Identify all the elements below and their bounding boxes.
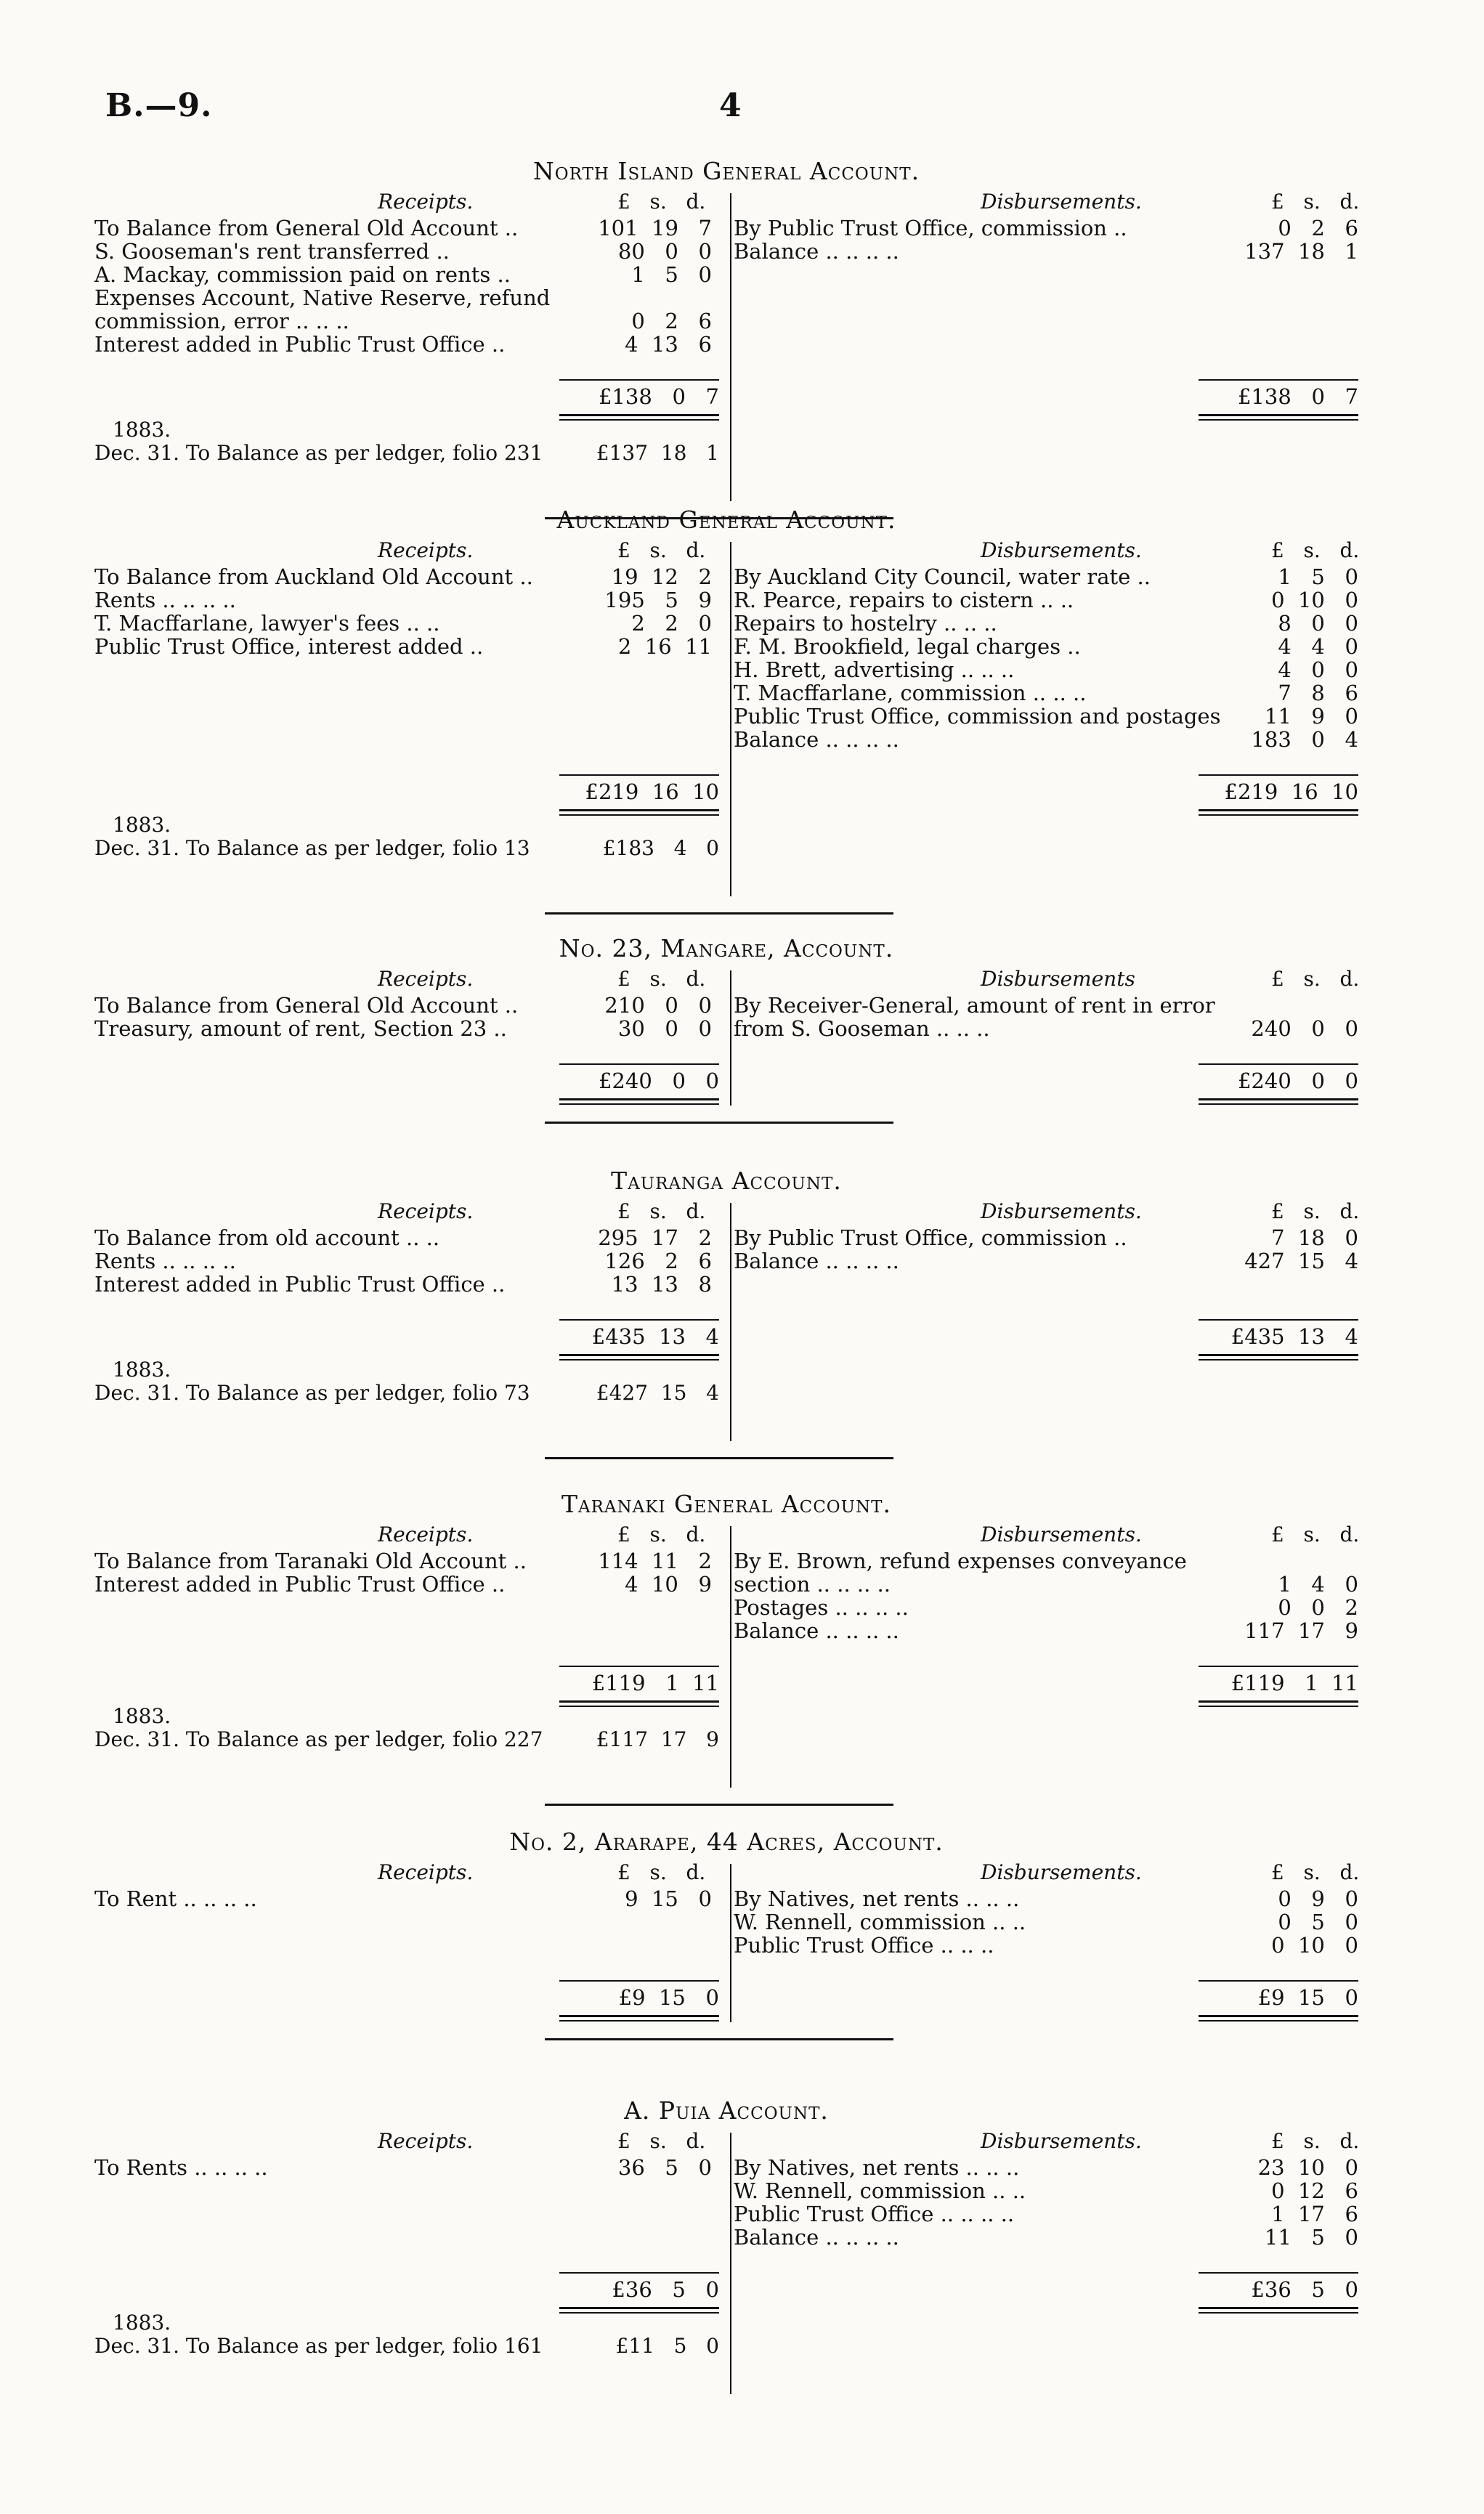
total-rule bbox=[1199, 1980, 1358, 1982]
disbursement-row bbox=[734, 705, 1358, 728]
section-divider bbox=[545, 2038, 893, 2040]
total-double-rule bbox=[1199, 1706, 1358, 1707]
disbursements-header: Disbursements. bbox=[981, 1860, 1142, 1884]
entry-description: Treasury, amount of rent, Section 23 .. bbox=[94, 1016, 507, 1041]
receipts-total: £119 1 11 bbox=[591, 1671, 719, 1695]
receipt-row bbox=[94, 216, 719, 240]
total-rule bbox=[1199, 774, 1358, 776]
disbursement-row bbox=[734, 240, 1358, 263]
receipt-row bbox=[94, 635, 719, 658]
currency-column-heads: £ s. d. bbox=[1271, 1522, 1360, 1546]
entry-description: Public Trust Office, commission and postages bbox=[734, 704, 1221, 729]
receipt-row bbox=[94, 309, 719, 333]
disbursement-row bbox=[734, 1249, 1358, 1273]
entry-description: T. Macffarlane, commission .. .. .. bbox=[734, 681, 1087, 705]
entry-description: Balance .. .. .. .. bbox=[734, 727, 899, 752]
disbursement-row bbox=[734, 1619, 1358, 1642]
total-double-rule bbox=[1199, 2020, 1358, 2022]
total-double-rule bbox=[559, 414, 719, 416]
currency-column-heads: £ s. d. bbox=[1271, 967, 1360, 991]
column-separator bbox=[730, 542, 731, 896]
entry-amount: 7 18 0 bbox=[1271, 1225, 1358, 1250]
entry-amount: 2 2 0 bbox=[631, 611, 712, 636]
disbursements-total: £9 15 0 bbox=[1257, 1985, 1358, 2010]
entry-description: S. Gooseman's rent transferred .. bbox=[94, 239, 450, 264]
disbursement-row bbox=[734, 681, 1358, 705]
section-divider bbox=[545, 1457, 893, 1459]
total-double-rule bbox=[1199, 2312, 1358, 2314]
receipts-total: £9 15 0 bbox=[618, 1985, 719, 2010]
entry-description: Balance .. .. .. .. bbox=[734, 239, 899, 264]
balance-amount: £11 5 0 bbox=[615, 2334, 719, 2358]
entry-description: By Receiver-General, amount of rent in error bbox=[734, 993, 1215, 1018]
account-section bbox=[94, 1169, 1358, 1441]
disbursements-total: £435 13 4 bbox=[1230, 1324, 1358, 1349]
entry-description: By Natives, net rents .. .. .. bbox=[734, 1886, 1020, 1911]
entry-description: Public Trust Office .. .. .. .. bbox=[734, 2202, 1015, 2226]
entry-description: By Auckland City Council, water rate .. bbox=[734, 564, 1151, 589]
entry-description: By Public Trust Office, commission .. bbox=[734, 1225, 1127, 1250]
total-double-rule bbox=[559, 1706, 719, 1707]
disbursement-row bbox=[734, 1596, 1358, 1619]
currency-column-heads: £ s. d. bbox=[617, 1522, 706, 1546]
entry-description: R. Pearce, repairs to cistern .. .. bbox=[734, 588, 1074, 612]
balance-description: Dec. 31. To Balance as per ledger, folio 161 bbox=[94, 2334, 543, 2358]
receipt-row bbox=[94, 1249, 719, 1273]
entry-amount: 0 10 0 bbox=[1271, 588, 1358, 612]
page-number: 4 bbox=[719, 87, 742, 124]
balance-description: Dec. 31. To Balance as per ledger, folio 73 bbox=[94, 1381, 530, 1405]
balance-amount: £137 18 1 bbox=[596, 441, 719, 465]
currency-column-heads: £ s. d. bbox=[1271, 538, 1360, 562]
disbursements-total: £219 16 10 bbox=[1224, 779, 1358, 804]
disbursement-row bbox=[734, 588, 1358, 612]
entry-description: commission, error .. .. .. bbox=[94, 309, 349, 333]
column-separator bbox=[730, 2133, 731, 2394]
currency-column-heads: £ s. d. bbox=[617, 967, 706, 991]
total-rule bbox=[559, 379, 719, 381]
total-double-rule bbox=[1199, 1103, 1358, 1105]
disbursement-row bbox=[734, 612, 1358, 635]
balance-year: 1883. bbox=[113, 813, 171, 837]
entry-description: By E. Brown, refund expenses conveyance bbox=[734, 1549, 1187, 1573]
currency-column-heads: £ s. d. bbox=[1271, 1199, 1360, 1223]
balance-carried-forward bbox=[94, 1728, 726, 1751]
total-double-rule bbox=[559, 1354, 719, 1356]
total-double-rule bbox=[559, 2015, 719, 2017]
total-double-rule bbox=[1199, 1098, 1358, 1100]
total-rule bbox=[559, 1980, 719, 1982]
disbursement-row bbox=[734, 2156, 1358, 2179]
total-double-rule bbox=[1199, 419, 1358, 421]
balance-amount: £117 17 9 bbox=[596, 1727, 719, 1751]
total-double-rule bbox=[1199, 2307, 1358, 2309]
balance-description: Dec. 31. To Balance as per ledger, folio 227 bbox=[94, 1727, 543, 1751]
account-title: North Island General Account. bbox=[532, 157, 920, 185]
entry-amount: 36 5 0 bbox=[617, 2155, 712, 2180]
disbursement-row bbox=[734, 216, 1358, 240]
entry-description: Postages .. .. .. .. bbox=[734, 1595, 909, 1620]
disbursements-total: £36 5 0 bbox=[1251, 2277, 1358, 2302]
total-rule bbox=[1199, 1319, 1358, 1321]
entry-amount: 126 2 6 bbox=[604, 1249, 712, 1273]
currency-column-heads: £ s. d. bbox=[617, 538, 706, 562]
receipt-row bbox=[94, 612, 719, 635]
disbursements-header: Disbursements. bbox=[981, 2129, 1142, 2153]
balance-year: 1883. bbox=[113, 1358, 171, 1382]
entry-amount: 137 18 1 bbox=[1244, 239, 1358, 264]
balance-carried-forward bbox=[94, 2335, 726, 2358]
entry-amount: 1 17 6 bbox=[1271, 2202, 1358, 2226]
entry-description: Interest added in Public Trust Office .. bbox=[94, 1572, 506, 1597]
total-rule bbox=[559, 2272, 719, 2274]
total-double-rule bbox=[1199, 1354, 1358, 1356]
disbursement-row bbox=[734, 565, 1358, 588]
entry-amount: 0 5 0 bbox=[1278, 1910, 1358, 1934]
entry-amount: 4 10 9 bbox=[625, 1572, 712, 1597]
account-section bbox=[94, 1830, 1358, 2022]
receipt-row bbox=[94, 588, 719, 612]
disbursement-row bbox=[734, 1934, 1358, 1957]
receipt-row bbox=[94, 1887, 719, 1910]
total-double-rule bbox=[559, 419, 719, 421]
disbursement-row bbox=[734, 1017, 1358, 1040]
total-rule bbox=[1199, 379, 1358, 381]
total-double-rule bbox=[1199, 1359, 1358, 1361]
total-double-rule bbox=[1199, 414, 1358, 416]
total-double-rule bbox=[559, 2312, 719, 2314]
total-double-rule bbox=[559, 814, 719, 816]
entry-description: from S. Gooseman .. .. .. bbox=[734, 1016, 990, 1041]
entry-amount: 0 9 0 bbox=[1278, 1886, 1358, 1911]
entry-amount: 11 9 0 bbox=[1264, 704, 1358, 729]
receipt-row bbox=[94, 286, 719, 309]
entry-amount: 4 4 0 bbox=[1278, 634, 1358, 659]
column-separator bbox=[730, 193, 731, 501]
receipts-total: £435 13 4 bbox=[591, 1324, 719, 1349]
receipts-header: Receipts. bbox=[378, 538, 474, 562]
total-rule bbox=[1199, 1063, 1358, 1065]
entry-description: Expenses Account, Native Reserve, refund bbox=[94, 285, 551, 310]
receipts-header: Receipts. bbox=[378, 1860, 474, 1884]
receipt-row bbox=[94, 1573, 719, 1596]
account-title: No. 23, Mangare, Account. bbox=[559, 934, 894, 962]
disbursements-header: Disbursements bbox=[981, 967, 1135, 991]
entry-description: W. Rennell, commission .. .. bbox=[734, 2178, 1026, 2203]
entry-amount: 4 13 6 bbox=[625, 332, 712, 357]
disbursement-row bbox=[734, 658, 1358, 681]
currency-column-heads: £ s. d. bbox=[617, 190, 706, 214]
account-section bbox=[94, 508, 1358, 896]
receipts-total: £36 5 0 bbox=[612, 2277, 719, 2302]
entry-amount: 0 2 6 bbox=[1278, 216, 1358, 240]
balance-description: Dec. 31. To Balance as per ledger, folio 231 bbox=[94, 441, 543, 465]
entry-amount: 2 16 11 bbox=[617, 634, 712, 659]
receipt-row bbox=[94, 333, 719, 356]
entry-amount: 101 19 7 bbox=[598, 216, 712, 240]
entry-description: To Balance from Auckland Old Account .. bbox=[94, 564, 533, 589]
account-title: No. 2, Ararape, 44 Acres, Account. bbox=[509, 1828, 944, 1856]
balance-description: Dec. 31. To Balance as per ledger, folio 13 bbox=[94, 836, 530, 860]
entry-amount: 7 8 6 bbox=[1278, 681, 1358, 705]
currency-column-heads: £ s. d. bbox=[617, 1199, 706, 1223]
receipts-header: Receipts. bbox=[378, 1522, 474, 1546]
entry-description: By Public Trust Office, commission .. bbox=[734, 216, 1127, 240]
total-double-rule bbox=[559, 1098, 719, 1100]
entry-amount: 0 0 2 bbox=[1278, 1595, 1358, 1620]
entry-amount: 0 10 0 bbox=[1271, 1933, 1358, 1958]
entry-description: To Rents .. .. .. .. bbox=[94, 2155, 268, 2180]
account-section bbox=[94, 1490, 1360, 1788]
entry-description: F. M. Brookfield, legal charges .. bbox=[734, 634, 1081, 659]
balance-amount: £427 15 4 bbox=[596, 1381, 719, 1405]
entry-amount: 13 13 8 bbox=[611, 1272, 712, 1297]
balance-amount: £183 4 0 bbox=[602, 836, 719, 860]
balance-year: 1883. bbox=[113, 1704, 171, 1728]
entry-description: To Balance from General Old Account .. bbox=[94, 216, 519, 240]
column-separator bbox=[730, 1526, 731, 1788]
total-rule bbox=[559, 774, 719, 776]
receipts-header: Receipts. bbox=[378, 1199, 474, 1223]
entry-description: T. Macffarlane, lawyer's fees .. .. bbox=[94, 611, 440, 636]
entry-description: Public Trust Office .. .. .. bbox=[734, 1933, 994, 1958]
total-double-rule bbox=[1199, 814, 1358, 816]
entry-amount: 117 17 9 bbox=[1244, 1618, 1358, 1643]
account-section bbox=[94, 2096, 1360, 2394]
entry-description: Interest added in Public Trust Office .. bbox=[94, 1272, 506, 1297]
entry-amount: 23 10 0 bbox=[1257, 2155, 1358, 2180]
entry-amount: 210 0 0 bbox=[604, 993, 712, 1018]
receipts-total: £219 16 10 bbox=[585, 779, 719, 804]
disbursement-row bbox=[734, 1910, 1358, 1934]
disbursement-row bbox=[734, 728, 1358, 751]
total-rule bbox=[559, 1319, 719, 1321]
entry-description: Rents .. .. .. .. bbox=[94, 588, 236, 612]
total-double-rule bbox=[559, 1359, 719, 1361]
entry-description: Rents .. .. .. .. bbox=[94, 1249, 236, 1273]
receipts-header: Receipts. bbox=[378, 190, 474, 214]
entry-description: Public Trust Office, interest added .. bbox=[94, 634, 484, 659]
receipt-row bbox=[94, 565, 719, 588]
balance-year: 1883. bbox=[113, 2311, 171, 2335]
column-separator bbox=[730, 1203, 731, 1441]
disbursements-header: Disbursements. bbox=[981, 538, 1142, 562]
account-section bbox=[94, 934, 1360, 1106]
total-double-rule bbox=[559, 2020, 719, 2022]
receipts-header: Receipts. bbox=[378, 2129, 474, 2153]
currency-column-heads: £ s. d. bbox=[617, 1860, 706, 1884]
entry-amount: 114 11 2 bbox=[598, 1549, 712, 1573]
disbursement-row bbox=[734, 1887, 1358, 1910]
receipt-row bbox=[94, 1017, 719, 1040]
entry-description: W. Rennell, commission .. .. bbox=[734, 1910, 1026, 1934]
entry-description: Balance .. .. .. .. bbox=[734, 1618, 899, 1643]
receipts-total: £138 0 7 bbox=[598, 384, 719, 409]
receipt-row bbox=[94, 994, 719, 1017]
total-double-rule bbox=[559, 1700, 719, 1703]
disbursements-header: Disbursements. bbox=[981, 1199, 1142, 1223]
entry-amount: 11 5 0 bbox=[1264, 2225, 1358, 2250]
entry-amount: 183 0 4 bbox=[1251, 727, 1358, 752]
total-rule bbox=[559, 1666, 719, 1667]
entry-description: To Balance from Taranaki Old Account .. bbox=[94, 1549, 527, 1573]
disbursements-header: Disbursements. bbox=[981, 190, 1142, 214]
disbursement-row bbox=[734, 2202, 1358, 2226]
entry-description: By Natives, net rents .. .. .. bbox=[734, 2155, 1020, 2180]
currency-column-heads: £ s. d. bbox=[1271, 190, 1360, 214]
total-rule bbox=[1199, 1666, 1358, 1667]
entry-amount: 1 5 0 bbox=[631, 262, 712, 287]
receipt-row bbox=[94, 1226, 719, 1249]
disbursement-row bbox=[734, 1573, 1358, 1596]
balance-carried-forward bbox=[94, 442, 726, 465]
entry-description: H. Brett, advertising .. .. .. bbox=[734, 657, 1015, 682]
receipts-total: £240 0 0 bbox=[598, 1069, 719, 1093]
entry-description: To Balance from General Old Account .. bbox=[94, 993, 519, 1018]
entry-amount: 240 0 0 bbox=[1251, 1016, 1358, 1041]
disbursement-row bbox=[734, 2226, 1358, 2249]
entry-amount: 0 2 6 bbox=[631, 309, 712, 333]
document-reference: B.—9. bbox=[105, 87, 213, 124]
disbursement-row bbox=[734, 1226, 1358, 1249]
balance-carried-forward bbox=[94, 837, 726, 860]
total-rule bbox=[1199, 2272, 1358, 2274]
section-divider bbox=[545, 1804, 893, 1806]
entry-description: Interest added in Public Trust Office .. bbox=[94, 332, 506, 357]
account-title: Taranaki General Account. bbox=[561, 1490, 892, 1518]
entry-amount: 8 0 0 bbox=[1278, 611, 1358, 636]
disbursements-total: £138 0 7 bbox=[1237, 384, 1358, 409]
total-double-rule bbox=[559, 2307, 719, 2309]
entry-amount: 4 0 0 bbox=[1278, 657, 1358, 682]
account-section bbox=[94, 157, 1360, 501]
disbursements-total: £240 0 0 bbox=[1237, 1069, 1358, 1093]
currency-column-heads: £ s. d. bbox=[1271, 1860, 1360, 1884]
entry-amount: 30 0 0 bbox=[617, 1016, 712, 1041]
entry-amount: 80 0 0 bbox=[617, 239, 712, 264]
balance-year: 1883. bbox=[113, 418, 171, 442]
entry-amount: 195 5 9 bbox=[604, 588, 712, 612]
disbursement-row bbox=[734, 635, 1358, 658]
currency-column-heads: £ s. d. bbox=[1271, 2129, 1360, 2153]
total-double-rule bbox=[1199, 809, 1358, 811]
entry-description: A. Mackay, commission paid on rents .. bbox=[94, 262, 511, 287]
total-double-rule bbox=[1199, 2015, 1358, 2017]
receipt-row bbox=[94, 2156, 719, 2179]
account-title: A. Puia Account. bbox=[624, 2096, 829, 2125]
total-double-rule bbox=[1199, 1700, 1358, 1703]
section-divider bbox=[545, 912, 893, 915]
currency-column-heads: £ s. d. bbox=[617, 2129, 706, 2153]
section-divider bbox=[545, 1122, 893, 1124]
disbursement-row bbox=[734, 1549, 1358, 1573]
receipt-row bbox=[94, 1273, 719, 1296]
receipt-row bbox=[94, 1549, 719, 1573]
entry-amount: 1 4 0 bbox=[1278, 1572, 1358, 1597]
receipt-row bbox=[94, 263, 719, 286]
entry-amount: 1 5 0 bbox=[1278, 564, 1358, 589]
entry-description: Balance .. .. .. .. bbox=[734, 1249, 899, 1273]
balance-carried-forward bbox=[94, 1382, 726, 1405]
entry-description: To Rent .. .. .. .. bbox=[94, 1886, 257, 1911]
disbursement-row bbox=[734, 2179, 1358, 2202]
entry-description: To Balance from old account .. .. bbox=[94, 1225, 440, 1250]
receipt-row bbox=[94, 240, 719, 263]
entry-description: Repairs to hostelry .. .. .. bbox=[734, 611, 997, 636]
total-rule bbox=[559, 1063, 719, 1065]
account-title: Auckland General Account. bbox=[556, 506, 896, 534]
entry-description: section .. .. .. .. bbox=[734, 1572, 891, 1597]
receipts-header: Receipts. bbox=[378, 967, 474, 991]
column-separator bbox=[730, 1864, 731, 2022]
disbursements-header: Disbursements. bbox=[981, 1522, 1142, 1546]
account-title: Tauranga Account. bbox=[611, 1167, 842, 1195]
page-header bbox=[0, 87, 1484, 131]
entry-amount: 0 12 6 bbox=[1271, 2178, 1358, 2203]
entry-amount: 295 17 2 bbox=[598, 1225, 712, 1250]
disbursement-row bbox=[734, 994, 1358, 1017]
disbursements-total: £119 1 11 bbox=[1230, 1671, 1358, 1695]
entry-amount: 427 15 4 bbox=[1244, 1249, 1358, 1273]
total-double-rule bbox=[559, 809, 719, 811]
entry-amount: 9 15 0 bbox=[625, 1886, 712, 1911]
total-double-rule bbox=[559, 1103, 719, 1105]
entry-description: Balance .. .. .. .. bbox=[734, 2225, 899, 2250]
column-separator bbox=[730, 970, 731, 1106]
entry-amount: 19 12 2 bbox=[611, 564, 712, 589]
